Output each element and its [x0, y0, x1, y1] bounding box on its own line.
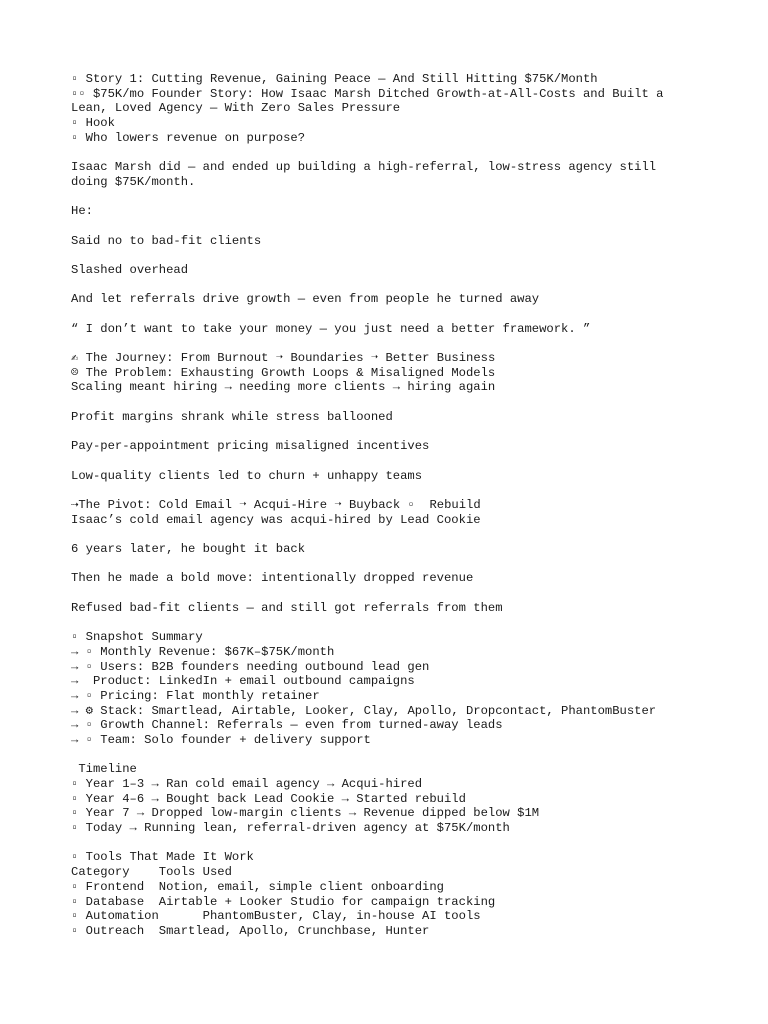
snapshot-heading: ▫ Snapshot Summary	[71, 630, 203, 645]
spacer	[71, 336, 761, 351]
headline-line-1: ▫▫ $75K/mo Founder Story: How Isaac Marsh Ditched Growth-at-All-Costs and Built a	[71, 86, 664, 101]
intro-he: He:	[71, 204, 93, 219]
timeline-heading: Timeline	[71, 762, 137, 777]
spacer	[71, 278, 761, 293]
headline-line-2: Lean, Loved Agency — With Zero Sales Pressure	[71, 101, 401, 116]
spacer	[71, 557, 761, 572]
spacer	[71, 219, 761, 234]
snapshot-item: → ▫ Monthly Revenue: $67K–$75K/month	[71, 644, 335, 659]
spacer	[71, 395, 761, 410]
pivot-heading: ⇢The Pivot: Cold Email ➝ Acqui-Hire ➝ Buyback ▫ Rebuild	[71, 497, 481, 512]
tools-row: ▫ Automation PhantomBuster, Clay, in-house AI tools	[71, 909, 481, 924]
spacer	[71, 483, 761, 498]
pivot-line-2: 6 years later, he bought it back	[71, 542, 306, 556]
spacer	[71, 248, 761, 263]
snapshot-item: → ▫ Users: B2B founders needing outbound lead gen	[71, 659, 430, 674]
intro-line-1: Isaac Marsh did — and ended up building a high-referral, low-stress agency still	[71, 160, 657, 175]
timeline-item: ▫ Year 1–3 → Ran cold email agency → Acqui-hired	[71, 777, 423, 791]
hook-heading: ▫ Hook	[71, 116, 115, 131]
tools-heading: ▫ Tools That Made It Work	[71, 850, 254, 865]
snapshot-item: → ▫ Team: Solo founder + delivery support	[71, 732, 371, 747]
timeline-item: ▫ Year 7 → Dropped low-margin clients → Revenue dipped below $1M	[71, 806, 540, 821]
hook-question: ▫ Who lowers revenue on purpose?	[71, 130, 306, 145]
intro-quote: “ I don’t want to take your money — you just need a better framework. ”	[71, 321, 591, 336]
snapshot-item: → ▫ Pricing: Flat monthly retainer	[71, 688, 320, 703]
tools-row: ▫ Database Airtable + Looker Studio for campaign tracking	[71, 894, 496, 909]
intro-point-2: Slashed overhead	[71, 262, 189, 277]
tools-header-row: Category Tools Used	[71, 865, 232, 880]
spacer	[71, 836, 761, 851]
problem-line-2: Profit margins shrank while stress ballooned	[71, 409, 393, 424]
spacer	[71, 307, 761, 322]
spacer	[71, 615, 761, 630]
snapshot-item: → Product: LinkedIn + email outbound campaigns	[71, 674, 415, 689]
spacer	[71, 586, 761, 601]
snapshot-item: → ⚙ Stack: Smartlead, Airtable, Looker, Clay, Apollo, Dropcontact, PhantomBuster	[71, 703, 657, 718]
spacer	[71, 190, 761, 205]
spacer	[71, 425, 761, 440]
problem-heading: ☹ The Problem: Exhausting Growth Loops & Misaligned Models	[71, 365, 496, 380]
problem-line-4: Low-quality clients led to churn + unhappy teams	[71, 468, 423, 483]
pivot-line-3: Then he made a bold move: intentionally dropped revenue	[71, 571, 474, 586]
problem-line-3: Pay-per-appointment pricing misaligned incentives	[71, 439, 430, 454]
intro-point-3: And let referrals drive growth — even from people he turned away	[71, 292, 540, 307]
spacer	[71, 145, 761, 160]
problem-line-1: Scaling meant hiring → needing more clients → hiring again	[71, 380, 496, 395]
timeline-item: ▫ Year 4–6 → Bought back Lead Cookie → Started rebuild	[71, 791, 466, 806]
intro-line-2: doing $75K/month.	[71, 174, 196, 189]
journey-heading: ✍ The Journey: From Burnout ➝ Boundaries ➝ Better Business	[71, 351, 496, 366]
spacer	[71, 527, 761, 542]
timeline-item: ▫ Today → Running lean, referral-driven agency at $75K/month	[71, 821, 510, 836]
spacer	[71, 748, 761, 763]
document-body	[71, 72, 761, 939]
tools-row: ▫ Outreach Smartlead, Apollo, Crunchbase, Hunter	[71, 923, 430, 938]
spacer	[71, 454, 761, 469]
pivot-line-1: Isaac’s cold email agency was acqui-hired by Lead Cookie	[71, 512, 481, 527]
intro-point-1: Said no to bad-fit clients	[71, 233, 262, 248]
story-title: ▫ Story 1: Cutting Revenue, Gaining Peace — And Still Hitting $75K/Month	[71, 72, 598, 86]
pivot-line-4: Refused bad-fit clients — and still got referrals from them	[71, 600, 503, 615]
tools-row: ▫ Frontend Notion, email, simple client onboarding	[71, 879, 444, 894]
snapshot-item: → ▫ Growth Channel: Referrals — even from turned-away leads	[71, 718, 503, 733]
